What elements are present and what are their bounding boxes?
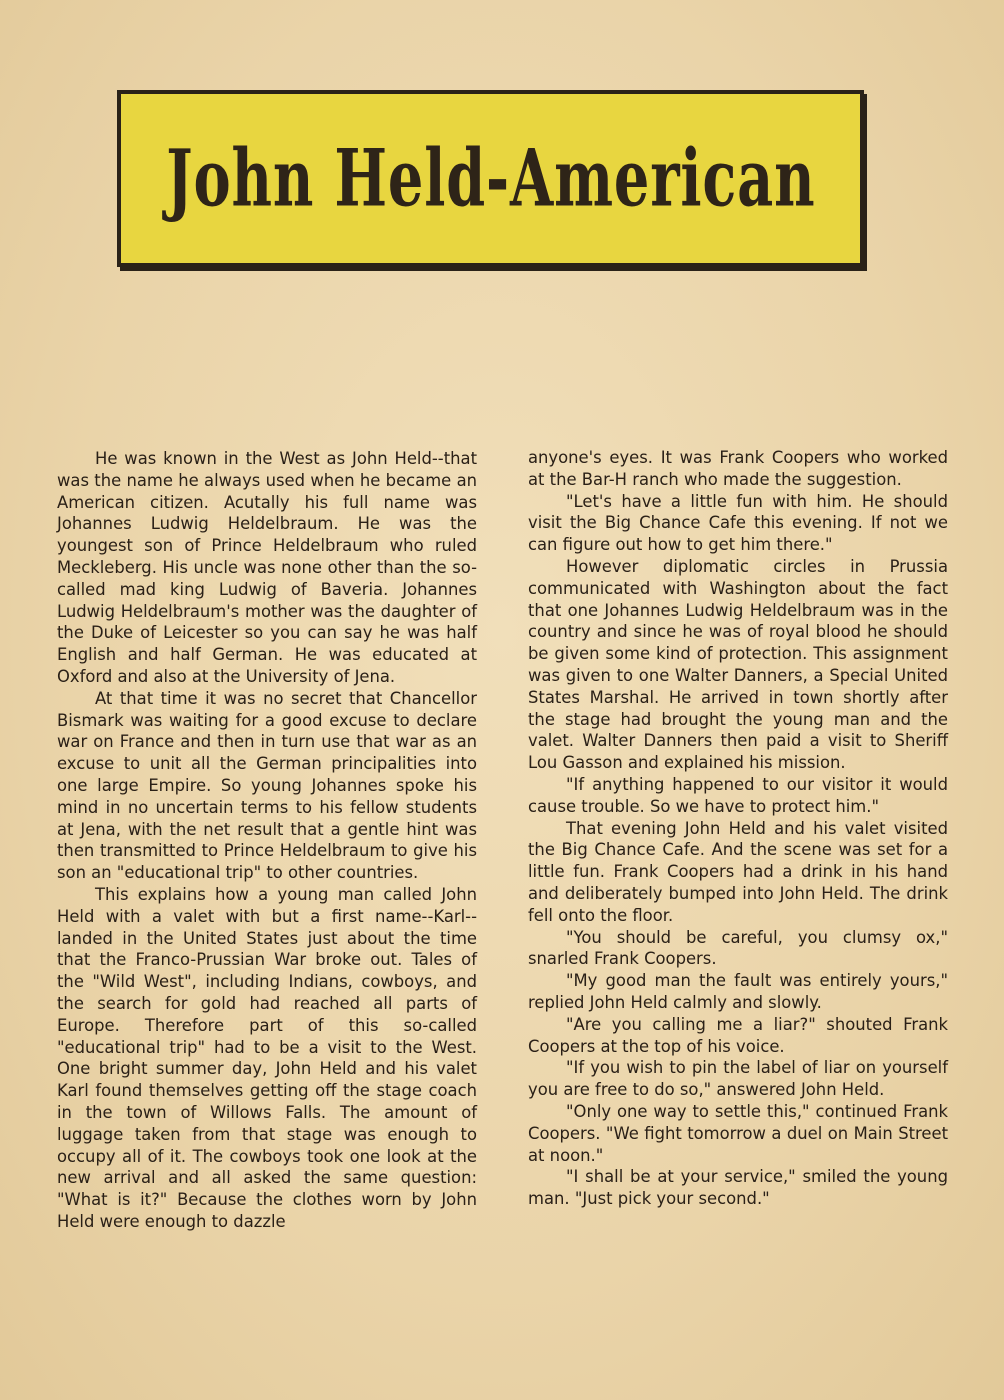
paragraph-continued: anyone's eyes. It was Frank Coopers who worked at the Bar-H ranch who made the suggestion. [528, 448, 948, 489]
paragraph: "My good man the fault was entirely yours," replied John Held calmly and slowly. [528, 971, 948, 1012]
paragraph: At that time it was no secret that Chancellor Bismark was waiting for a good excuse to declare war on France and then in turn use that war as an excuse to unit all the German principalities into one large Empire. So young Johannes spoke his mind in no uncertain terms to his fellow students at Jena, with the net result that a gentle hint was then transmitted to Prince Heldelbraum to give his son an "educational trip" to other countries. [57, 688, 477, 883]
paragraph: "I shall be at your service," smiled the young man. "Just pick your second." [528, 1167, 948, 1209]
paragraph: He was known in the West as John Held--that was the name he always used when he became an American citizen. Acutally his full name was Johannes Ludwig Heldelbraum. He was the youngest son of Prince Heldelbraum who ruled Meckleberg. His uncle was none other than the so-called mad king Ludwig of Baveria. Johannes Ludwig Heldelbraum's mother was the daughter of the Duke of Leicester so you can say he was half English and half German. He was educated at Oxford and also at the University of Jena. [57, 449, 477, 686]
paragraph: "Only one way to settle this," continued Frank Coopers. "We fight tomorrow a duel on Main Street at noon." [528, 1101, 948, 1165]
left-column [57, 448, 477, 1233]
paragraph: "If you wish to pin the label of liar on yourself you are free to do so," answered John Held. [528, 1058, 948, 1100]
paragraph: "If anything happened to our visitor it would cause trouble. So we have to protect him." [528, 774, 948, 816]
title-panel [117, 90, 864, 267]
paragraph: However diplomatic circles in Prussia communicated with Washington about the fact that one Johannes Ludwig Heldelbraum was in the country and since he was of royal blood he should be given some kind of protection. This assignment was given to one Walter Danners, a Special United States Marshal. He arrived in town shortly after the stage had brought the young man and the valet. Walter Danners then paid a visit to Sheriff Lou Gasson and explained his mission. [528, 556, 948, 773]
right-column [528, 447, 948, 1210]
paragraph: This explains how a young man called John Held with a valet with but a first name--Karl--landed in the United States just about the time that the Franco-Prussian War broke out. Tales of the "Wild West", including Indians, cowboys, and the search for gold had reached all parts of Europe. Therefore part of this so-called "educational trip" had to be a visit to the West. One bright summer day, John Held and his valet Karl found themselves getting off the stage coach in the town of Willows Falls. The amount of luggage taken from that stage was enough to occupy all of it. The cowboys took one look at the new arrival and all asked the same question: "What is it?" Because the clothes worn by John Held were enough to dazzle [57, 884, 477, 1231]
paragraph: "Are you calling me a liar?" shouted Frank Coopers at the top of his voice. [528, 1014, 948, 1056]
paragraph: "Let's have a little fun with him. He should visit the Big Chance Cafe this evening. If not we can figure out how to get him there." [528, 491, 948, 555]
paragraph: "You should be careful, you clumsy ox," snarled Frank Coopers. [528, 927, 948, 969]
paragraph: That evening John Held and his valet visited the Big Chance Cafe. And the scene was set for a little fun. Frank Coopers had a drink in his hand and deliberately bumped into John Held. The drink fell onto the floor. [528, 818, 948, 925]
page-title: John Held-American [165, 132, 816, 225]
